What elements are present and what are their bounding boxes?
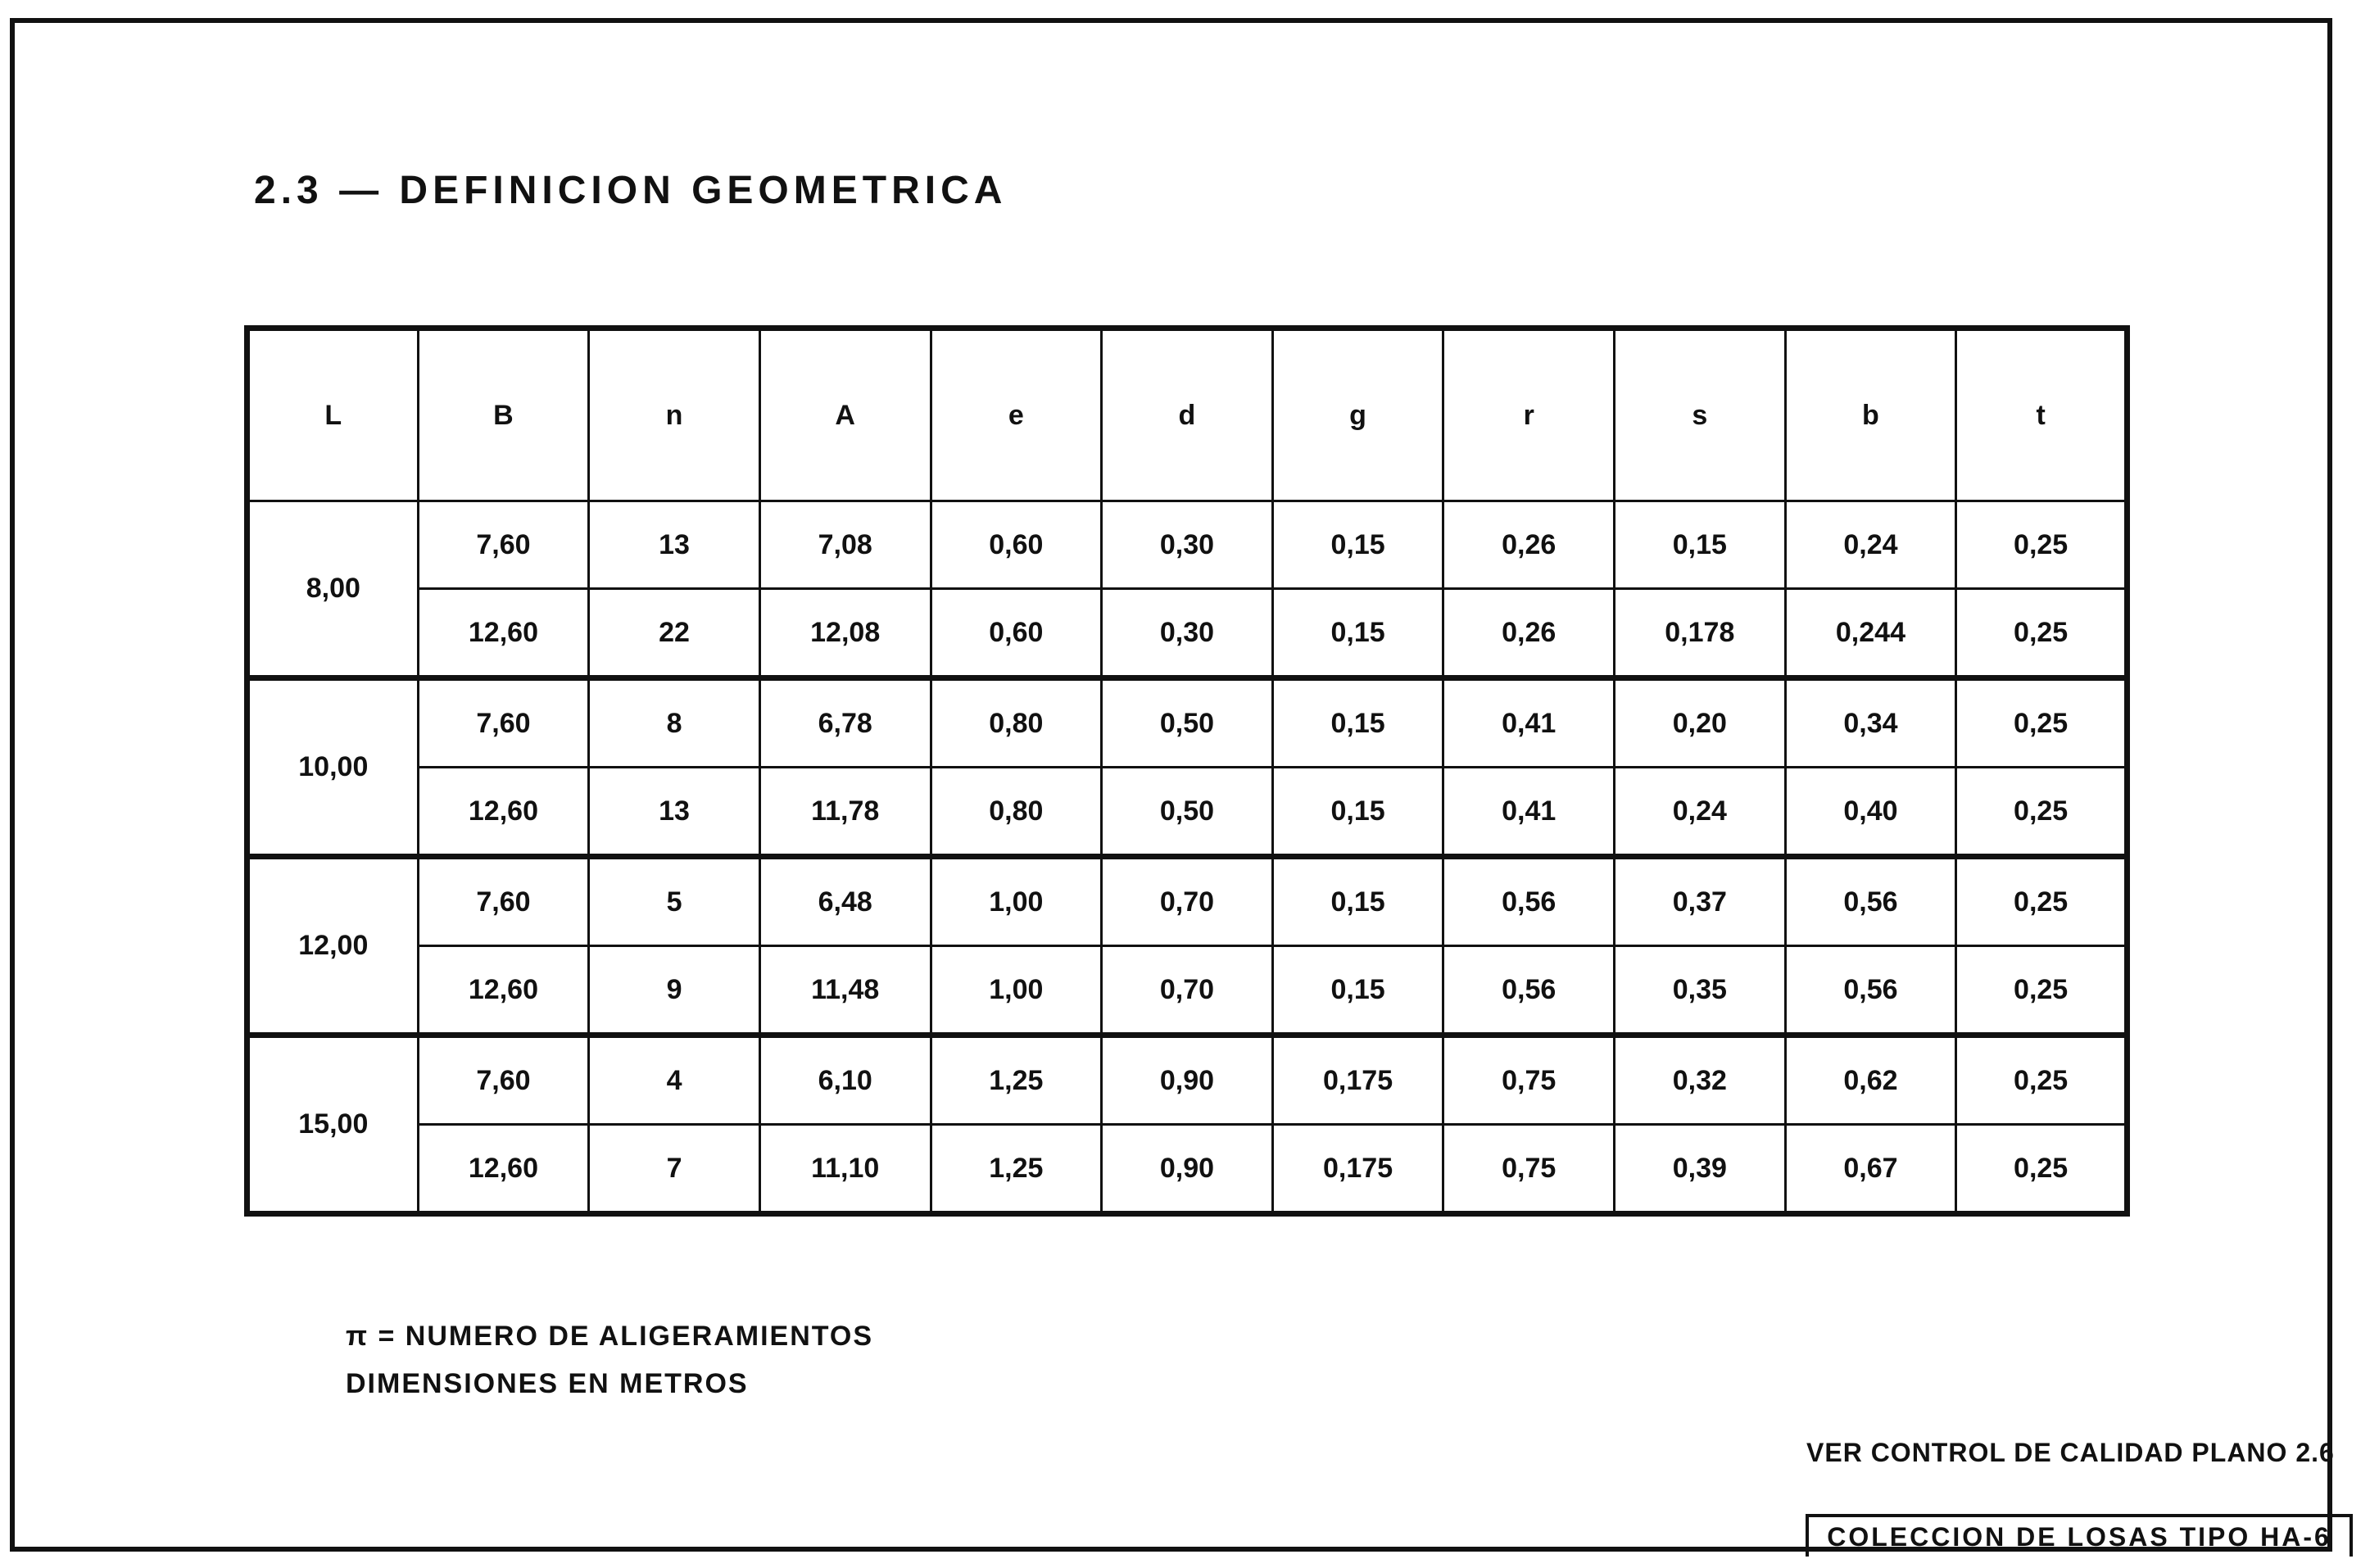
- table-row: [247, 946, 2128, 1036]
- table-cell: 7,60: [418, 1036, 589, 1125]
- header-cell: s: [1615, 329, 1786, 501]
- table-cell: 0,60: [931, 589, 1102, 678]
- table-cell: 5: [589, 857, 760, 946]
- table-cell: 6,48: [759, 857, 931, 946]
- table-cell: 12,08: [759, 589, 931, 678]
- header-cell: A: [759, 329, 931, 501]
- table-cell: 0,56: [1443, 946, 1615, 1036]
- header-cell: d: [1102, 329, 1273, 501]
- table-cell: 12,60: [418, 946, 589, 1036]
- section-title: 2.3 — DEFINICION GEOMETRICA: [254, 169, 1008, 212]
- header-cell: r: [1443, 329, 1615, 501]
- table-cell: 0,244: [1785, 589, 1956, 678]
- table-cell: 0,15: [1272, 501, 1443, 589]
- table-cell: 0,56: [1785, 946, 1956, 1036]
- span-cell-L: 12,00: [247, 857, 419, 1036]
- table-cell: 0,25: [1956, 1036, 2128, 1125]
- table-cell: 12,60: [418, 589, 589, 678]
- table-cell: 11,10: [759, 1125, 931, 1214]
- table-cell: 7,08: [759, 501, 931, 589]
- table-cell: 6,10: [759, 1036, 931, 1125]
- table-cell: 0,30: [1102, 501, 1273, 589]
- span-cell-L: 15,00: [247, 1036, 419, 1214]
- table-cell: 0,35: [1615, 946, 1786, 1036]
- table-cell: 0,25: [1956, 589, 2128, 678]
- table-cell: 0,90: [1102, 1036, 1273, 1125]
- table-row: [247, 1125, 2128, 1214]
- table-cell: 0,39: [1615, 1125, 1786, 1214]
- header-cell: t: [1956, 329, 2128, 501]
- table-cell: 0,80: [931, 768, 1102, 857]
- table-cell: 0,25: [1956, 678, 2128, 768]
- table-cell: 0,25: [1956, 857, 2128, 946]
- table-cell: 0,56: [1443, 857, 1615, 946]
- table-cell: 0,20: [1615, 678, 1786, 768]
- header-cell: b: [1785, 329, 1956, 501]
- reference-note: VER CONTROL DE CALIDAD PLANO 2.6: [1806, 1438, 2335, 1467]
- table-row: [247, 678, 2128, 768]
- span-cell-L: 10,00: [247, 678, 419, 857]
- table-cell: 22: [589, 589, 760, 678]
- table-cell: 0,25: [1956, 946, 2128, 1036]
- table-cell: 0,26: [1443, 501, 1615, 589]
- table-cell: 12,60: [418, 768, 589, 857]
- table-cell: 0,70: [1102, 946, 1273, 1036]
- table-cell: 0,60: [931, 501, 1102, 589]
- table-cell: 4: [589, 1036, 760, 1125]
- table-cell: 11,78: [759, 768, 931, 857]
- table-cell: 0,175: [1272, 1036, 1443, 1125]
- table-cell: 0,34: [1785, 678, 1956, 768]
- table-cell: 1,00: [931, 857, 1102, 946]
- table-row: [247, 857, 2128, 946]
- header-cell: L: [247, 329, 419, 501]
- table-cell: 0,15: [1272, 589, 1443, 678]
- table-cell: 0,26: [1443, 589, 1615, 678]
- geometry-table: [244, 325, 2130, 1217]
- table-row: [247, 501, 2128, 589]
- table-cell: 0,90: [1102, 1125, 1273, 1214]
- table-cell: 0,15: [1272, 946, 1443, 1036]
- table-cell: 8: [589, 678, 760, 768]
- table-cell: 0,15: [1272, 857, 1443, 946]
- table-cell: 1,00: [931, 946, 1102, 1036]
- table-cell: 0,24: [1785, 501, 1956, 589]
- table-cell: 0,62: [1785, 1036, 1956, 1125]
- note-dimensiones: DIMENSIONES EN METROS: [346, 1368, 749, 1399]
- table-cell: 0,25: [1956, 768, 2128, 857]
- table-cell: 0,70: [1102, 857, 1273, 946]
- table-cell: 0,175: [1272, 1125, 1443, 1214]
- span-cell-L: 8,00: [247, 501, 419, 678]
- table-row: [247, 768, 2128, 857]
- table-cell: 0,15: [1272, 768, 1443, 857]
- table-cell: 11,48: [759, 946, 931, 1036]
- table-cell: 0,15: [1272, 678, 1443, 768]
- table-cell: 0,32: [1615, 1036, 1786, 1125]
- table-cell: 0,67: [1785, 1125, 1956, 1214]
- table-cell: 0,75: [1443, 1036, 1615, 1125]
- table-cell: 13: [589, 501, 760, 589]
- header-cell: B: [418, 329, 589, 501]
- table-body: [247, 501, 2128, 1214]
- table-row: [247, 589, 2128, 678]
- table-cell: 6,78: [759, 678, 931, 768]
- table-cell: 7,60: [418, 501, 589, 589]
- table-cell: 0,41: [1443, 768, 1615, 857]
- table-cell: 0,75: [1443, 1125, 1615, 1214]
- table-cell: 7: [589, 1125, 760, 1214]
- table-cell: 0,15: [1615, 501, 1786, 589]
- table-cell: 9: [589, 946, 760, 1036]
- table-cell: 0,50: [1102, 768, 1273, 857]
- table-cell: 0,50: [1102, 678, 1273, 768]
- header-cell: e: [931, 329, 1102, 501]
- table-cell: 0,30: [1102, 589, 1273, 678]
- table-cell: 12,60: [418, 1125, 589, 1214]
- table-cell: 0,25: [1956, 1125, 2128, 1214]
- table-cell: 7,60: [418, 857, 589, 946]
- table-row: [247, 1036, 2128, 1125]
- table-cell: 0,80: [931, 678, 1102, 768]
- table-cell: 0,56: [1785, 857, 1956, 946]
- table-cell: 0,41: [1443, 678, 1615, 768]
- table-cell: 0,178: [1615, 589, 1786, 678]
- table-cell: 13: [589, 768, 760, 857]
- table-cell: 1,25: [931, 1125, 1102, 1214]
- table-cell: 0,24: [1615, 768, 1786, 857]
- header-cell: n: [589, 329, 760, 501]
- table-cell: 1,25: [931, 1036, 1102, 1125]
- header-cell: g: [1272, 329, 1443, 501]
- table-cell: 7,60: [418, 678, 589, 768]
- collection-title-block: COLECCION DE LOSAS TIPO HA-6: [1806, 1514, 2353, 1557]
- header-row: [247, 329, 2128, 501]
- table-cell: 0,25: [1956, 501, 2128, 589]
- table-cell: 0,40: [1785, 768, 1956, 857]
- note-aligeramientos: π = NUMERO DE ALIGERAMIENTOS: [346, 1321, 874, 1352]
- table-cell: 0,37: [1615, 857, 1786, 946]
